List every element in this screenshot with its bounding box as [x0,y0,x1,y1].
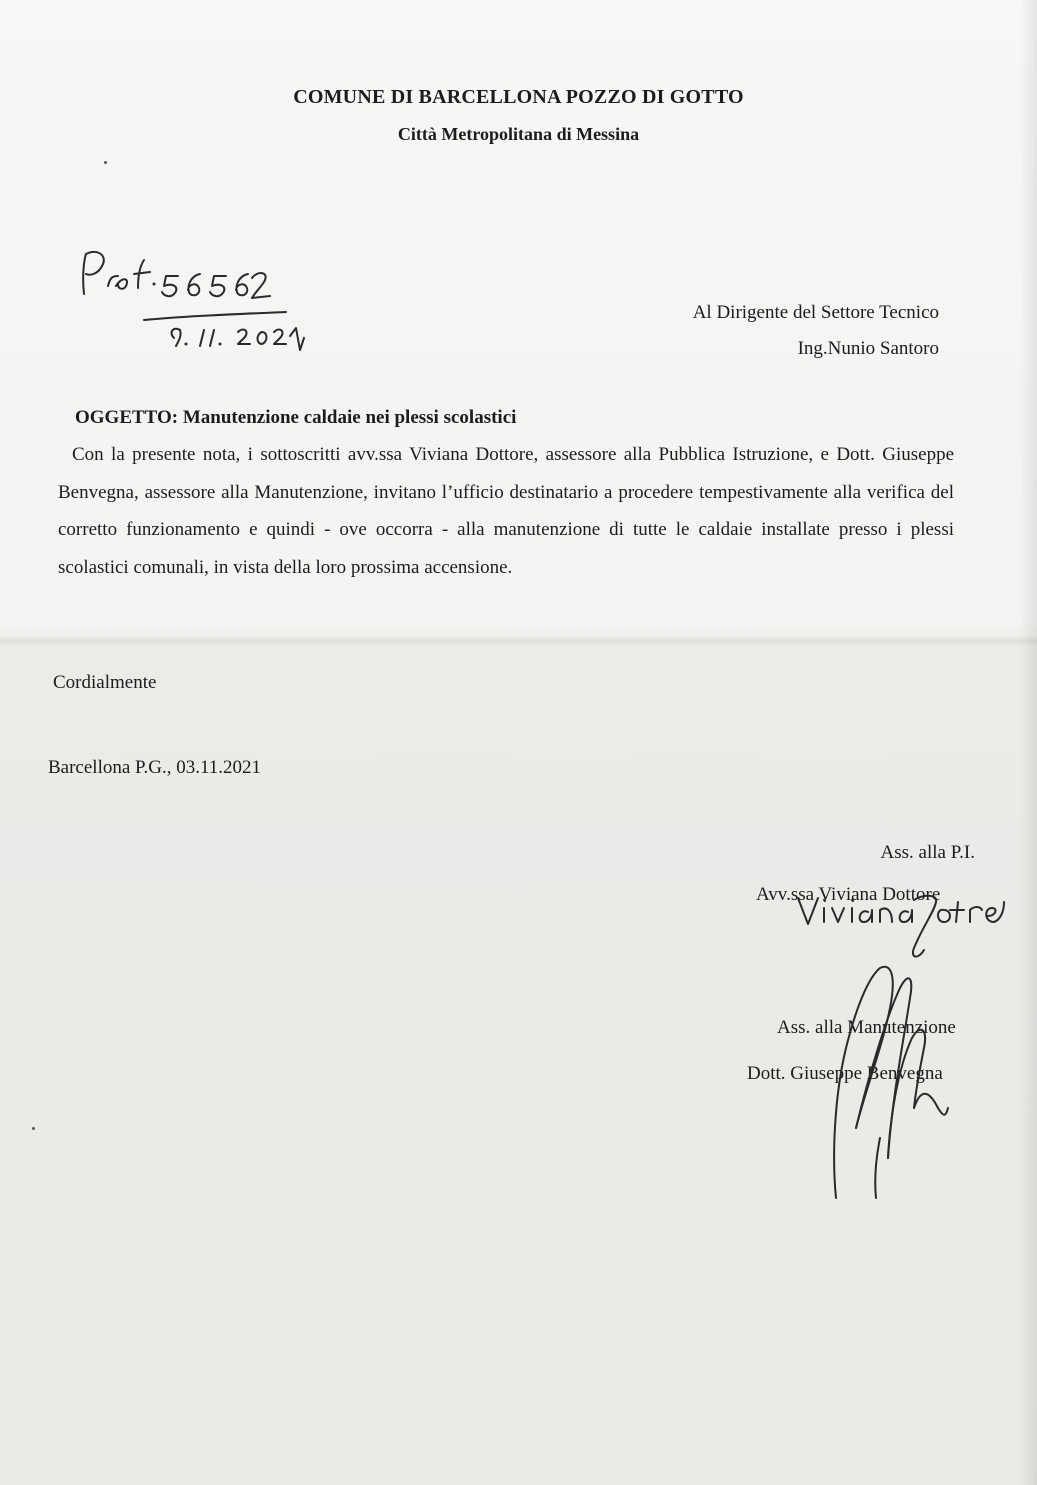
paper-edge-shadow [1019,0,1037,1485]
subject-line: OGGETTO: Manutenzione caldaie nei plessi scolastici [75,407,517,428]
paper-fold [0,636,1037,646]
municipality-heading: COMUNE DI BARCELLONA POZZO DI GOTTO [293,86,744,108]
place-and-date: Barcellona P.G., 03.11.2021 [48,757,262,778]
recipient-line-1: Al Dirigente del Settore Tecnico [692,302,939,323]
signatory-2-name: Dott. Giuseppe Benvegna [747,1063,943,1084]
signatory-1-name: Avv.ssa Viviana Dottore [756,884,941,905]
signatory-1-role: Ass. alla P.I. [880,842,975,863]
speck [104,161,107,164]
body-paragraph: Con la presente nota, i sottoscritti avv.ssa Viviana Dottore, assessore alla Pubblica Istruzione, e Dott. Giuseppe Benvegna, assessore alla Manutenzione, invitano l’ufficio destinatario a procedere tempestivamente alla verifica del corretto funzionamento e quindi - ove occorra - alla manutenzione di tutte le caldaie installate presso i plessi scolastici comunali, in vista della loro prossima accensione. [58,444,954,578]
speck [32,1127,35,1130]
signatory-2-signature [816,958,956,1208]
closing-salutation: Cordialmente [53,672,157,693]
recipient-line-2: Ing.Nunio Santoro [797,338,939,359]
protocol-handwriting [78,246,328,356]
signatory-1-signature [790,888,1010,968]
metro-city-heading: Città Metropolitana di Messina [397,124,640,144]
signatory-2-role: Ass. alla Manutenzione [777,1017,956,1038]
